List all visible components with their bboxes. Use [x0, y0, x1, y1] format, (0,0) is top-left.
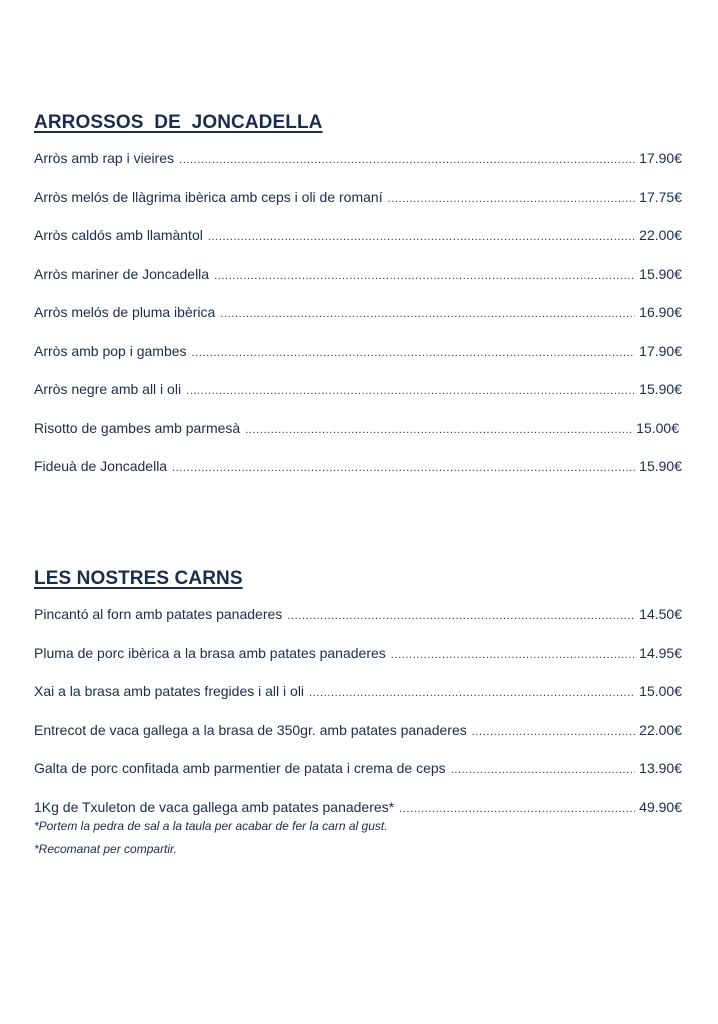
carns-section [34, 568, 682, 865]
dot-leader [186, 383, 635, 400]
dish-price: 17.90€ [639, 150, 682, 166]
dish-name: Galta de porc confitada amb parmentier de patata i crema de ceps [34, 760, 446, 776]
dot-leader [451, 762, 635, 779]
dish-price: 14.95€ [639, 644, 682, 661]
dish-name: Entrecot de vaca gallega a la brasa de 350gr. amb patates panaderes [34, 721, 467, 738]
menu-item [34, 683, 682, 700]
dish-price: 15.00€ [636, 419, 679, 436]
menu-item [34, 189, 682, 206]
dish-price: 22.00€ [639, 721, 682, 738]
dish-price: 13.90€ [639, 760, 682, 776]
dish-name: Risotto de gambes amb parmesà [34, 419, 241, 436]
dot-leader [309, 685, 635, 702]
menu-item [34, 420, 682, 437]
arrossos-list [34, 150, 682, 475]
menu-item [34, 266, 682, 283]
dish-name: Arròs melós de pluma ibèrica [34, 304, 216, 320]
footnotes [34, 819, 682, 857]
dish-price: 16.90€ [639, 304, 682, 320]
dish-name: Arròs amb pop i gambes [34, 342, 187, 359]
arrossos-section [34, 112, 682, 497]
dot-leader [179, 152, 635, 169]
dot-leader [214, 268, 635, 285]
dot-leader [391, 647, 635, 664]
menu-item [34, 304, 682, 321]
dish-price: 49.90€ [639, 798, 682, 815]
menu-item [34, 760, 682, 777]
menu-item [34, 227, 682, 244]
section-title-arrossos: ARROSSOS DE JONCADELLA [34, 112, 323, 133]
dot-leader [208, 229, 635, 246]
dish-name: Arròs mariner de Joncadella [34, 265, 210, 282]
section-title-carns: LES NOSTRES CARNS [34, 568, 243, 589]
dish-price: 15.90€ [639, 458, 682, 474]
dot-leader [172, 460, 635, 477]
menu-item [34, 381, 682, 398]
dish-name: Xai a la brasa amb patates fregides i all i oli [34, 683, 305, 699]
dish-name: 1Kg de Txuleton de vaca gallega amb patates panaderes* [34, 798, 395, 815]
dish-price: 14.50€ [639, 606, 682, 622]
dish-price: 17.75€ [639, 188, 682, 205]
menu-item [34, 799, 682, 816]
menu-item [34, 458, 682, 475]
menu-item [34, 722, 682, 739]
dot-leader [472, 724, 635, 741]
dish-price: 15.90€ [639, 265, 682, 282]
dish-name: Pluma de porc ibèrica a la brasa amb patates panaderes [34, 644, 386, 661]
dish-name: Arròs amb rap i vieires [34, 150, 175, 166]
menu-item [34, 150, 682, 167]
dish-price: 15.00€ [639, 683, 682, 699]
dot-leader [287, 608, 635, 625]
menu-item [34, 343, 682, 360]
menu-item [34, 606, 682, 623]
dish-name: Fideuà de Joncadella [34, 458, 168, 474]
dish-name: Arròs melós de llàgrima ibèrica amb ceps i oli de romaní [34, 188, 383, 205]
dot-leader [192, 345, 636, 362]
dish-name: Pincantó al forn amb patates panaderes [34, 606, 283, 622]
dot-leader [399, 801, 635, 818]
footnote-sharing: *Recomanat per compartir. [34, 842, 177, 856]
dot-leader [220, 306, 635, 323]
dish-price: 17.90€ [639, 342, 682, 359]
footnote-salt-stone: *Portem la pedra de sal a la taula per acabar de fer la carn al gust. [34, 819, 388, 833]
dish-name: Arròs negre amb all i oli [34, 381, 182, 397]
dot-leader [245, 422, 632, 439]
menu-item [34, 645, 682, 662]
dot-leader [388, 191, 636, 208]
dish-price: 22.00€ [639, 227, 682, 243]
dish-name: Arròs caldós amb llamàntol [34, 227, 203, 243]
dish-price: 15.90€ [639, 381, 682, 397]
carns-list [34, 606, 682, 816]
